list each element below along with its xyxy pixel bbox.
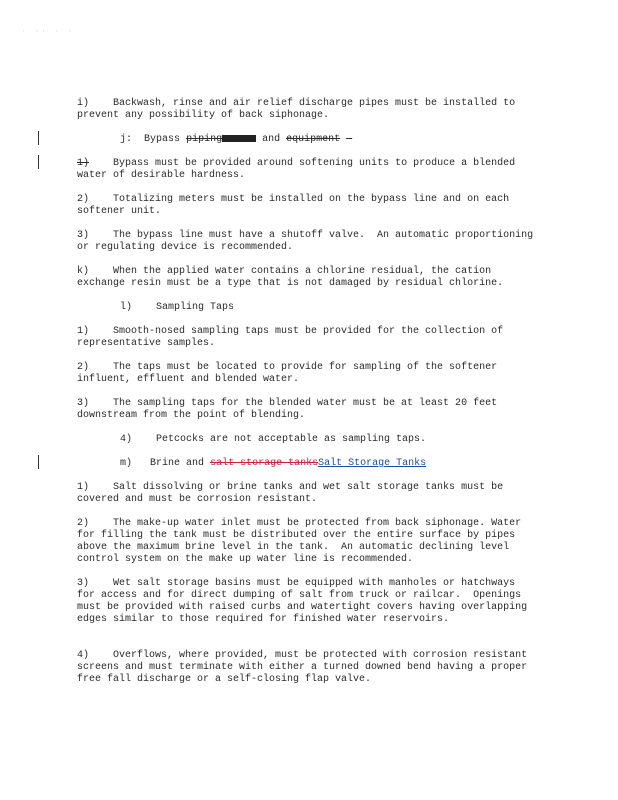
redaction-mark — [222, 135, 256, 142]
scan-marks: · ·· · · — [22, 28, 75, 35]
paragraph-m-2: 2) The make-up water inlet must be protected from back siphonage. Water for filling the tank must be distributed over the entire surface by pipes above the maximum brine level in the tank. An automatic declining level control system on the make up water line is recommended. — [77, 518, 528, 565]
change-bar — [38, 155, 39, 169]
paragraph-m-4: 4) Overflows, where provided, must be protected with corrosion resistant screens and must terminate with either a turned downed bend having a proper free fall discharge or a self-closing flap valve. — [77, 650, 534, 685]
inserted-text: Salt Storage Tanks — [318, 458, 427, 469]
heading-m — [120, 458, 426, 470]
paragraph-m-1: 1) Salt dissolving or brine tanks and wet salt storage tanks must be covered and must be corrosion resistant. — [77, 482, 510, 505]
deleted-text: equipment — [286, 134, 341, 145]
paragraph-k: k) When the applied water contains a chlorine residual, the cation exchange resin must be a type that is not damaged by residual chlorine. — [77, 266, 504, 289]
heading-m-num: m) — [120, 458, 133, 469]
paragraph-j-3: 3) The bypass line must have a shutoff valve. An automatic proportioning or regulating device is recommended. — [77, 230, 540, 253]
change-bar — [38, 455, 39, 469]
deleted-text: salt storage tanks — [210, 458, 319, 469]
heading-j-text: Bypass — [144, 134, 181, 145]
paragraph-i-1: i) Backwash, rinse and air relief discharge pipes must be installed to prevent any possibility of back siphonage. — [77, 98, 522, 121]
heading-j — [120, 134, 380, 146]
paragraph-l-2: 2) The taps must be located to provide for sampling of the softener influent, effluent and blended water. — [77, 362, 504, 385]
paragraph-l-4: 4) Petcocks are not acceptable as sampling taps. — [120, 434, 427, 445]
paragraph-j-1-text: Bypass must be provided around softening units to produce a blended water of desirable hardness. — [77, 158, 522, 181]
paragraph-l-3: 3) The sampling taps for the blended water must be at least 20 feet downstream from the point of blending. — [77, 398, 504, 421]
paragraph-j-2: 2) Totalizing meters must be installed on the bypass line and on each softener unit. — [77, 194, 516, 217]
paragraph-l-1: 1) Smooth-nosed sampling taps must be provided for the collection of representative samples. — [77, 326, 510, 349]
paragraph-m-3: 3) Wet salt storage basins must be equipped with manholes or hatchways for access and for direct dumping of salt from truck or railcar. Openings must be provided with raised curbs and watertight covers having overlapping edges similar to those required for finished water reservoirs. — [77, 578, 534, 625]
paragraph-j-1 — [77, 158, 537, 182]
heading-j-num: j: — [120, 134, 133, 145]
heading-m-text: Brine and — [150, 458, 205, 469]
change-bar — [38, 131, 39, 145]
deleted-text-fragment — [346, 134, 380, 146]
deleted-number: 1) — [77, 158, 90, 169]
heading-j-and: and — [262, 134, 281, 145]
heading-l: l) Sampling Taps — [120, 302, 235, 313]
deleted-text: piping — [186, 134, 223, 145]
